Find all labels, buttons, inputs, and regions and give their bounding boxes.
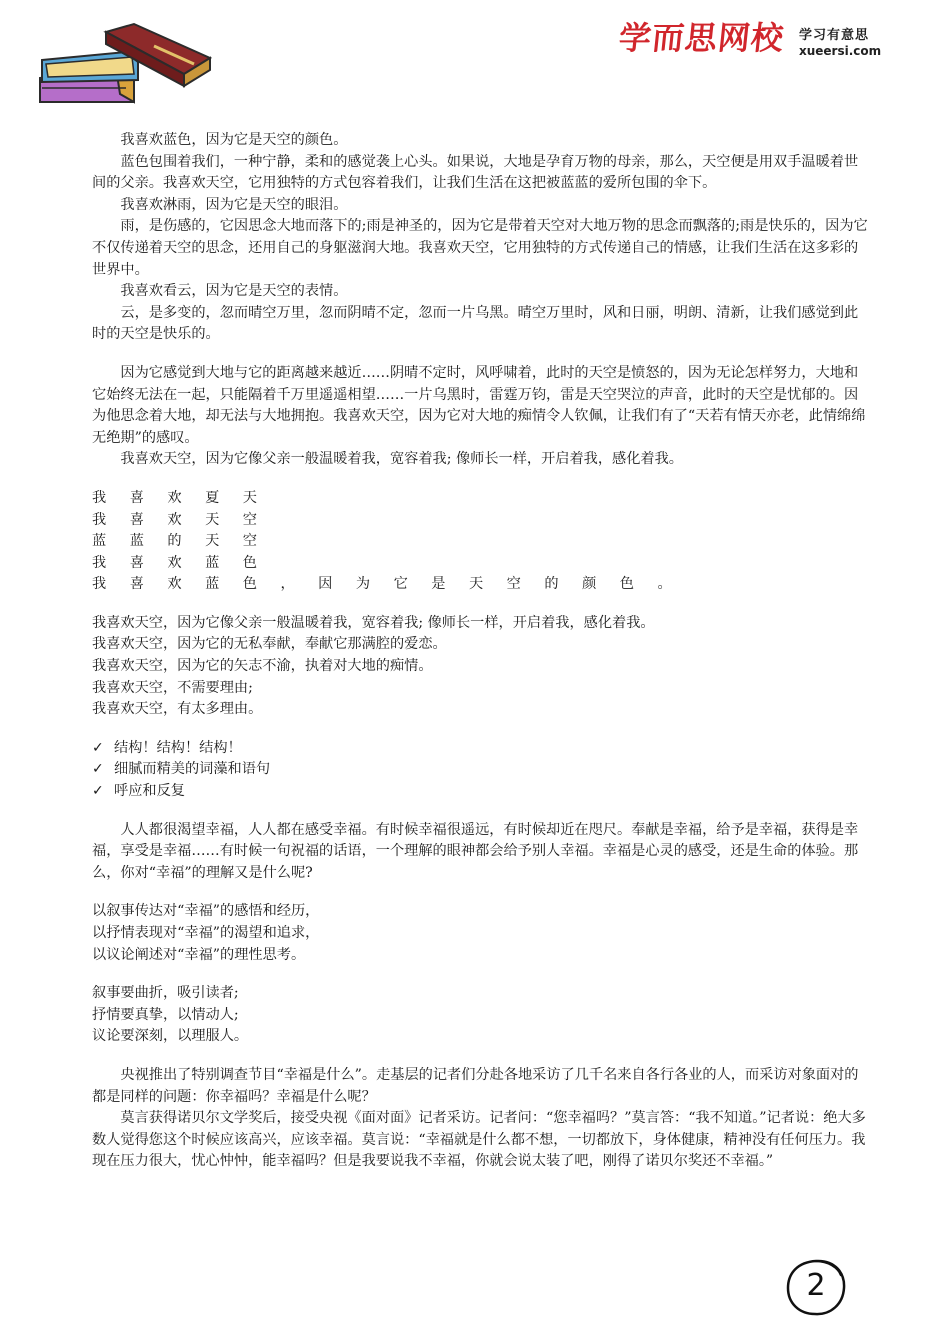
summary-line: 我喜欢天空，因为它像父亲一般温暖着我，宽容着我; 像师长一样，开启着我，感化着我。: [92, 614, 655, 631]
paragraph: 人人都很渴望幸福，人人都在感受幸福。有时候幸福很遥远，有时候却近在咫尺。奉献是幸福，给予是幸福，获得是幸福，享受是幸福……有时候一句祝福的话语，一个理解的眼神都会给予别人幸福。幸福是心灵的感受，还是生命的体验。那么，你对“幸福”的理解又是什么呢?: [92, 821, 859, 881]
paragraph: 因为它感觉到大地与它的距离越来越近……阴晴不定时，风呼啸着，此时的天空是愤怒的，因为无论怎样努力，大地和它始终无法在一起，只能隔着千万里遥遥相望……一片乌黑时，雷霆万钧，雷是天空哭泣的声音，此时的天空是忧郁的。因为他思念着大地，却无法与大地拥抱。我喜欢天空，因为它对大地的痴情令人钦佩，让我们有了“天若有情天亦老，此情绵绵无绝期”的感叹。: [92, 364, 866, 446]
summary-line: 我喜欢天空，因为它的无私奉献，奉献它那满腔的爱恋。: [92, 636, 447, 653]
stacked-books-icon: [34, 22, 214, 108]
mode-line: 以抒情表现对“幸福”的渴望和追求，: [92, 925, 320, 941]
check-mark-icon: ✓: [92, 739, 104, 756]
poem-line: 我 喜 欢 蓝 色 ， 因 为 它 是 天 空 的 颜 色 。: [92, 576, 682, 593]
brand-logo: [619, 18, 909, 66]
paragraph: 我喜欢天空，因为它像父亲一般温暖着我，宽容着我; 像师长一样，开启着我，感化着我。: [120, 451, 683, 468]
summary-line: 我喜欢天空，不需要理由;: [92, 679, 253, 696]
paragraph: 我喜欢蓝色，因为它是天空的颜色。: [120, 132, 348, 148]
paragraph: 雨，是伤感的，它因思念大地而落下的;雨是神圣的，因为它是带着天空对大地万物的思念而飘落的;雨是快乐的，因为它不仅传递着天空的思念，还用自己的身躯滋润大地。我喜欢天空，它用独特的方式传递自己的情感，让我们生活在这多彩的世界中。: [92, 218, 868, 278]
mode-line: 以叙事传达对“幸福”的感悟和经历，: [92, 903, 320, 920]
paragraph: 我喜欢淋雨，因为它是天空的眼泪。: [120, 196, 348, 213]
summary-line: 我喜欢天空，有太多理由。: [92, 701, 263, 718]
checklist-item: ✓ 呼应和反复: [92, 781, 868, 803]
page-number: [783, 1257, 849, 1319]
summary-line: 我喜欢天空，因为它的矢志不渝，执着对大地的痴情。: [92, 658, 433, 675]
page-number-text: 2: [806, 1268, 826, 1303]
poem-line: 我 喜 欢 蓝 色: [92, 554, 267, 571]
poem-line: 蓝 蓝 的 天 空: [92, 533, 267, 550]
brand-url: xueersi.com: [799, 44, 882, 58]
check-mark-icon: ✓: [92, 761, 104, 778]
poem-line: 我 喜 欢 夏 天: [92, 489, 267, 506]
tip-line: 议论要深刻，以理服人。: [92, 1028, 249, 1045]
brand-slogan: 学习有意思: [799, 28, 870, 43]
check-mark-icon: ✓: [92, 783, 104, 800]
mode-line: 以议论阐述对“幸福”的理性思考。: [92, 946, 306, 963]
brand-name: 学而思网校: [617, 19, 787, 57]
tip-line: 抒情要真挚，以情动人;: [92, 1006, 239, 1023]
paragraph: 我喜欢看云，因为它是天空的表情。: [120, 283, 348, 300]
tip-line: 叙事要曲折，吸引读者;: [92, 985, 239, 1002]
paragraph: 莫言获得诺贝尔文学奖后，接受央视《面对面》记者采访。记者问：“您幸福吗？”莫言答：“我不知道。”记者说：绝大多数人觉得您这个时候应该高兴，应该幸福。莫言说：“幸福就是什么都不想，一切都放下，身体健康，精神没有任何压力。我现在压力很大，忧心忡忡，能幸福吗？但是我要说我不幸福，你就会说太装了吧，刚得了诺贝尔奖还不幸福。”: [92, 1110, 866, 1170]
checklist-item: ✓ 结构！结构！结构！: [92, 738, 868, 760]
poem-line: 我 喜 欢 天 空: [92, 511, 267, 528]
article-body: [92, 130, 868, 1173]
paragraph: 蓝色包围着我们，一种宁静，柔和的感觉袭上心头。如果说，大地是孕育万物的母亲，那么，天空便是用双手温暖着世间的父亲。我喜欢天空，它用独特的方式包容着我们，让我们生活在这把被蓝蓝的爱所包围的伞下。: [92, 153, 859, 192]
paragraph: 央视推出了特别调查节目“幸福是什么”。走基层的记者们分赴各地采访了几千名来自各行各业的人，而采访对象面对的都是同样的问题：你幸福吗？幸福是什么呢？: [92, 1066, 859, 1105]
checklist-item: ✓ 细腻而精美的词藻和语句: [92, 759, 868, 781]
paragraph: 云，是多变的，忽而晴空万里，忽而阴晴不定，忽而一片乌黑。晴空万里时，风和日丽，明朗、清新，让我们感觉到此时的天空是快乐的。: [92, 304, 859, 343]
